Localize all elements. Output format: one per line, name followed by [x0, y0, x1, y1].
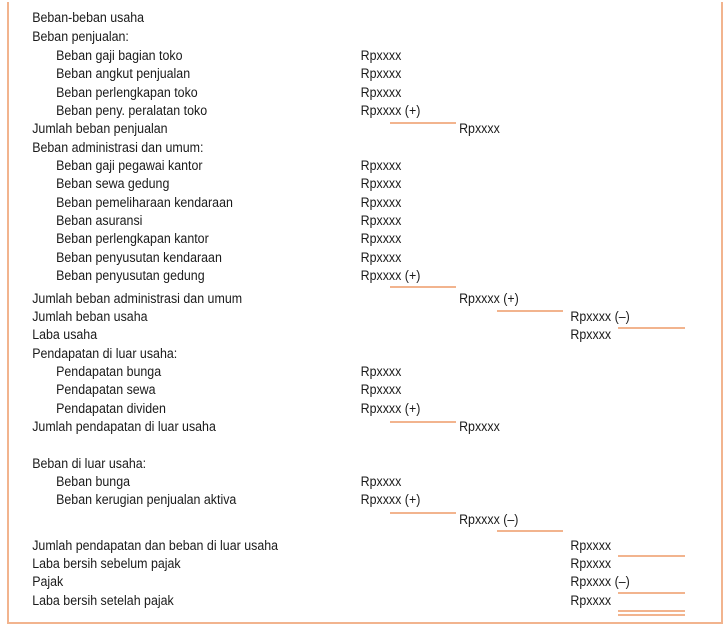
- section-heading: Beban penjualan:: [32, 29, 129, 44]
- sum-rule: [618, 555, 685, 557]
- statement-line: [0, 102, 670, 120]
- statement-line: [0, 249, 670, 267]
- amount-total: Rpxxxx: [570, 556, 612, 571]
- line-item-label: Beban peny. peralatan toko: [56, 103, 208, 118]
- total-label: Jumlah beban usaha: [32, 309, 148, 324]
- amount-detail: Rpxxxx (+): [360, 103, 421, 118]
- statement-line: [0, 157, 670, 175]
- amount-detail: Rpxxxx: [360, 250, 402, 265]
- sum-rule: [497, 310, 563, 312]
- section-heading: Beban administrasi dan umum:: [32, 140, 204, 155]
- statement-line: [0, 555, 670, 573]
- line-item-label: Beban perlengkapan kantor: [56, 231, 209, 246]
- amount-total: Rpxxxx: [570, 327, 612, 342]
- statement-line: [0, 326, 670, 344]
- statement-line: [0, 473, 670, 491]
- statement-line: [0, 230, 670, 248]
- statement-line: [0, 573, 670, 591]
- amount-detail: Rpxxxx: [360, 382, 402, 397]
- total-label: Jumlah pendapatan dan beban di luar usaha: [32, 538, 279, 553]
- sum-rule: [390, 512, 456, 514]
- statement-line: [0, 267, 670, 285]
- double-rule-bottom: [618, 614, 685, 616]
- amount-detail: Rpxxxx (+): [360, 401, 421, 416]
- amount-subtotal: Rpxxxx (–): [459, 512, 519, 527]
- amount-detail: Rpxxxx: [360, 474, 402, 489]
- total-label: Laba usaha: [32, 327, 98, 342]
- amount-detail: Rpxxxx: [360, 158, 402, 173]
- statement-line: [0, 537, 670, 555]
- amount-detail: Rpxxxx: [360, 85, 402, 100]
- amount-detail: Rpxxxx: [360, 48, 402, 63]
- sum-rule: [390, 122, 456, 124]
- subtotal-label: Jumlah beban penjualan: [32, 121, 168, 136]
- amount-subtotal: Rpxxxx (+): [459, 291, 519, 306]
- amount-subtotal: Rpxxxx: [459, 419, 500, 434]
- amount-detail: Rpxxxx (+): [360, 492, 421, 507]
- amount-detail: Rpxxxx: [360, 66, 402, 81]
- line-item-label: Beban penyusutan gedung: [56, 268, 205, 283]
- section-heading: Pendapatan di luar usaha:: [32, 346, 178, 361]
- statement-line: [0, 363, 670, 381]
- amount-subtotal: Rpxxxx: [459, 121, 500, 136]
- subtotal-label: Jumlah beban administrasi dan umum: [32, 291, 243, 306]
- line-item-label: Beban angkut penjualan: [56, 66, 191, 81]
- statement-line: [0, 381, 670, 399]
- line-item-label: Beban asuransi: [56, 213, 143, 228]
- line-item-label: Beban penyusutan kendaraan: [56, 250, 222, 265]
- amount-detail: Rpxxxx: [360, 213, 402, 228]
- amount-detail: Rpxxxx: [360, 231, 402, 246]
- subtotal-label: Jumlah pendapatan di luar usaha: [32, 419, 216, 434]
- sum-rule: [618, 327, 685, 329]
- amount-detail: Rpxxxx: [360, 364, 402, 379]
- amount-total: Rpxxxx: [570, 593, 612, 608]
- total-label: Laba bersih setelah pajak: [32, 593, 174, 608]
- amount-total: Rpxxxx: [570, 538, 612, 553]
- statement-line: [0, 175, 670, 193]
- line-item-label: Pendapatan bunga: [56, 364, 162, 379]
- line-item-label: Beban kerugian penjualan aktiva: [56, 492, 237, 507]
- statement-line: [0, 28, 670, 46]
- statement-line: [0, 84, 670, 102]
- statement-line: [0, 65, 670, 83]
- sum-rule: [618, 592, 685, 594]
- sum-rule: [497, 530, 563, 532]
- statement-line: [0, 290, 670, 308]
- section-heading: Beban di luar usaha:: [32, 456, 147, 471]
- statement-line: [0, 345, 670, 363]
- line-item-label: Beban gaji bagian toko: [56, 48, 183, 63]
- statement-line: [0, 418, 670, 436]
- sum-rule: [390, 421, 456, 423]
- line-item-label: Pendapatan sewa: [56, 382, 156, 397]
- statement-line: [0, 120, 670, 138]
- statement-line: [0, 455, 670, 473]
- statement-line: [0, 139, 670, 157]
- statement-line: [0, 491, 670, 509]
- amount-detail: Rpxxxx: [360, 176, 402, 191]
- statement-line: [0, 47, 670, 65]
- amount-detail: Rpxxxx (+): [360, 268, 421, 283]
- line-item-label: Beban pemeliharaan kendaraan: [56, 195, 233, 210]
- statement-line: [0, 212, 670, 230]
- line-item-label: Beban gaji pegawai kantor: [56, 158, 203, 173]
- amount-detail: Rpxxxx: [360, 195, 402, 210]
- section-heading: Beban-beban usaha: [32, 10, 145, 25]
- line-item-label: Beban sewa gedung: [56, 176, 170, 191]
- total-label: Pajak: [32, 574, 64, 589]
- sum-rule: [390, 286, 456, 288]
- statement-line: [0, 511, 670, 529]
- double-rule-top: [618, 610, 685, 612]
- statement-line: [0, 400, 670, 418]
- line-item-label: Beban bunga: [56, 474, 131, 489]
- statement-line: [0, 9, 670, 27]
- amount-total: Rpxxxx (–): [570, 309, 630, 324]
- statement-line: [0, 194, 670, 212]
- statement-line: [0, 308, 670, 326]
- total-label: Laba bersih sebelum pajak: [32, 556, 181, 571]
- statement-line: [0, 592, 670, 610]
- line-item-label: Pendapatan dividen: [56, 401, 166, 416]
- amount-total: Rpxxxx (–): [570, 574, 630, 589]
- line-item-label: Beban perlengkapan toko: [56, 85, 198, 100]
